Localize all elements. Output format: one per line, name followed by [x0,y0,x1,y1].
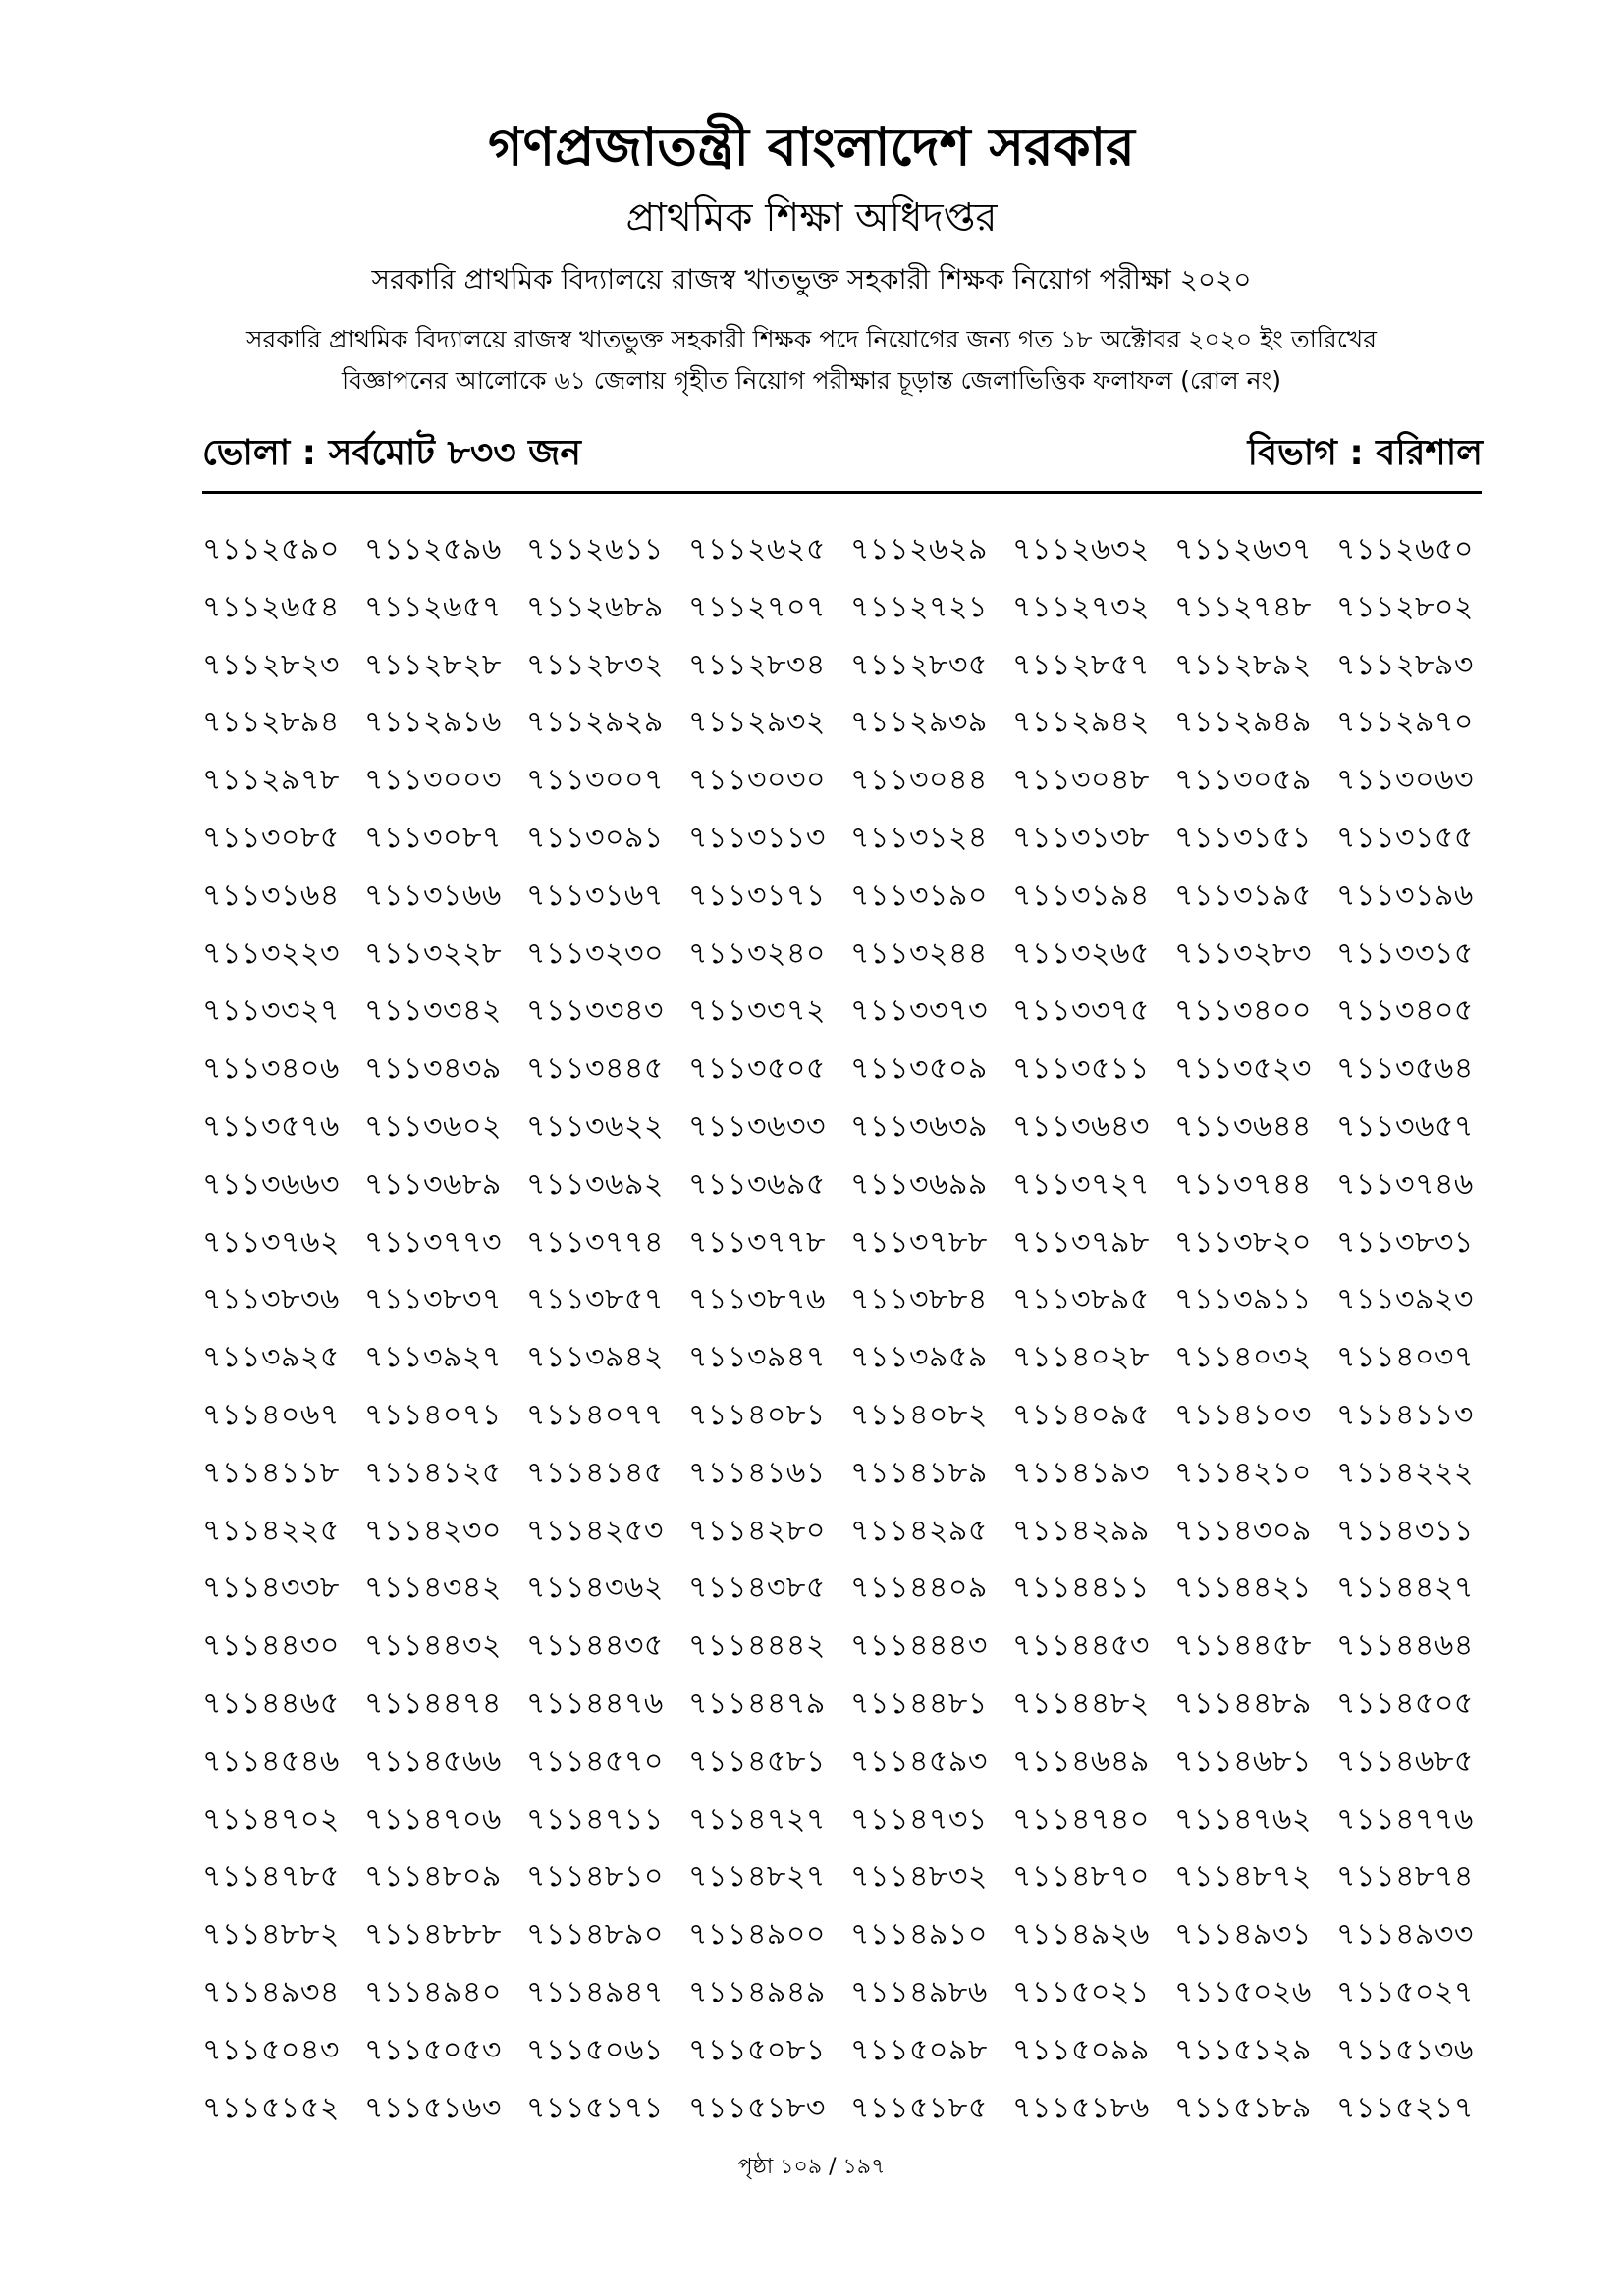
roll-number: ৭১১২৯৪৯ [1174,705,1312,740]
roll-number: ৭১১৩৯৫৯ [850,1340,988,1375]
roll-number: ৭১১৩১৬৭ [526,878,664,913]
roll-number: ৭১১৪৪৫৮ [1174,1629,1312,1664]
roll-number: ৭১১৩৫০৫ [688,1051,826,1087]
roll-number: ৭১১২৬৮৯ [526,589,664,624]
roll-number: ৭১১৩১২৪ [850,820,988,855]
roll-number: ৭১১৪৩৩৮ [202,1571,340,1606]
roll-number: ৭১১২৯৪২ [1012,705,1150,740]
roll-number: ৭১১৩৩৭২ [688,993,826,1029]
roll-number: ৭১১৪০৯৫ [1012,1397,1150,1432]
roll-number: ৭১১৫০২১ [1012,1974,1150,2009]
roll-number: ৭১১৪৪২১ [1174,1571,1312,1606]
roll-number: ৭১১৫১৮৫ [850,2090,988,2125]
roll-number: ৭১১৪০৭১ [364,1397,502,1432]
district-total: ভোলা : সর্বমোট ৮৩৩ জন [202,433,581,473]
roll-number: ৭১১৩৫০৯ [850,1051,988,1087]
roll-number: ৭১১৩১৫১ [1174,820,1312,855]
roll-number: ৭১১৩৭৭৮ [688,1224,826,1259]
roll-number: ৭১১৪৪৭৯ [688,1685,826,1721]
roll-number: ৭১১২৮৩৪ [688,647,826,682]
roll-number: ৭১১২৯১৬ [364,705,502,740]
roll-number: ৭১১৪৫৬৬ [364,1743,502,1779]
roll-number: ৭১১৩২৪৪ [850,935,988,971]
roll-number: ৭১১৩৪৩৯ [364,1051,502,1087]
roll-number: ৭১১৩৮৩১ [1336,1224,1474,1259]
roll-number: ৭১১৩০৪৪ [850,763,988,798]
roll-number: ৭১১৩৫১১ [1012,1051,1150,1087]
roll-number: ৭১১৩১৬৪ [202,878,340,913]
roll-number: ৭১১৪৯৩৩ [1336,1917,1474,1952]
roll-number: ৭১১৪৪৬৫ [202,1685,340,1721]
roll-number: ৭১১৩১৬৬ [364,878,502,913]
description [0,319,1623,401]
roll-number: ৭১১৩৬২২ [526,1108,664,1144]
roll-number: ৭১১৪৪৩৫ [526,1629,664,1664]
roll-number: ৭১১৪৯১০ [850,1917,988,1952]
roll-number: ৭১১২৯৩৯ [850,705,988,740]
roll-number: ৭১১২৬১১ [526,532,664,566]
roll-number: ৭১১৩০৮৭ [364,820,502,855]
roll-number: ৭১১৩৪০৫ [1336,993,1474,1029]
roll-number: ৭১১৩৩৪৩ [526,993,664,1029]
roll-number: ৭১১৩৮২০ [1174,1224,1312,1259]
roll-number: ৭১১৩২২৮ [364,935,502,971]
roll-number: ৭১১৪৭৬২ [1174,1801,1312,1837]
roll-number: ৭১১৫১৮৯ [1174,2090,1312,2125]
roll-number: ৭১১৪০৩৭ [1336,1340,1474,1375]
roll-number: ৭১১৩৩৭৩ [850,993,988,1029]
roll-number: ৭১১৫০৯৮ [850,2032,988,2067]
roll-number: ৭১১৪৪৫৩ [1012,1629,1150,1664]
roll-number: ৭১১৩৬৫৭ [1336,1108,1474,1144]
roll-number: ৭১১৪৪৮১ [850,1685,988,1721]
roll-number: ৭১১২৯৭০ [1336,705,1474,740]
roll-number: ৭১১৩১৯৬ [1336,878,1474,913]
roll-number: ৭১১৪০৬৭ [202,1397,340,1432]
roll-number: ৭১১৫০২৭ [1336,1974,1474,2009]
roll-number: ৭১১৩৯১১ [1174,1282,1312,1317]
roll-number: ৭১১২৮২৮ [364,647,502,682]
roll-number: ৭১১৪৮২৭ [688,1859,826,1895]
roll-number: ৭১১৪২২৫ [202,1513,340,1548]
roll-number: ৭১১৪৭৮৫ [202,1859,340,1895]
roll-number: ৭১১৩৬০২ [364,1108,502,1144]
roll-number: ৭১১৩৬৬৩ [202,1166,340,1201]
roll-number: ৭১১৪২২২ [1336,1455,1474,1490]
roll-number: ৭১১৪০৩২ [1174,1340,1312,1375]
roll-number: ৭১১৩৯২৫ [202,1340,340,1375]
roll-number: ৭১১৪০৮১ [688,1397,826,1432]
roll-number: ৭১১৪৮৯০ [526,1917,664,1952]
roll-number: ৭১১৪৪০৯ [850,1571,988,1606]
division-label: বিভাগ : বরিশাল [1247,433,1483,473]
roll-number: ৭১১৩২৩০ [526,935,664,971]
roll-number: ৭১১৩১১৩ [688,820,826,855]
roll-number: ৭১১৪৮৮২ [202,1917,340,1952]
roll-number: ৭১১৩২৮৩ [1174,935,1312,971]
roll-number: ৭১১৪৭০২ [202,1801,340,1837]
roll-number: ৭১১৪৮৭০ [1012,1859,1150,1895]
roll-number: ৭১১৩০৯১ [526,820,664,855]
roll-number: ৭১১৩২২৩ [202,935,340,971]
roll-number: ৭১১২৮৩২ [526,647,664,682]
roll-number: ৭১১৪৭১১ [526,1801,664,1837]
roll-number: ৭১১২৬৩২ [1012,532,1150,566]
roll-number: ৭১১৪৭৩১ [850,1801,988,1837]
page-number: পৃষ্ঠা ১০৯ / ১৯৭ [737,2155,886,2179]
page-title: গণপ্রজাতন্ত্রী বাংলাদেশ সরকার [488,116,1135,178]
roll-number: ৭১১২৮৯২ [1174,647,1312,682]
roll-number: ৭১১৩৯৪৭ [688,1340,826,1375]
roll-number: ৭১১৩২৪০ [688,935,826,971]
roll-number: ৭১১৪৩৮৫ [688,1571,826,1606]
roll-number: ৭১১২৭২১ [850,589,988,624]
roll-number: ৭১১৪৫৪৬ [202,1743,340,1779]
roll-number: ৭১১৩৫৬৪ [1336,1051,1474,1087]
roll-number: ৭১১৩৭৯৮ [1012,1224,1150,1259]
roll-number: ৭১১৪৯২৬ [1012,1917,1150,1952]
roll-number: ৭১১৩৮৯৫ [1012,1282,1150,1317]
roll-number: ৭১১৩৬৪৩ [1012,1108,1150,1144]
roll-number: ৭১১৪৯৩১ [1174,1917,1312,1952]
roll-number: ৭১১৩৬৪৪ [1174,1108,1312,1144]
roll-number: ৭১১৫১৭১ [526,2090,664,2125]
roll-number: ৭১১৪৭০৬ [364,1801,502,1837]
roll-number: ৭১১৪১১৮ [202,1455,340,1490]
roll-number: ৭১১৪৮৭২ [1174,1859,1312,1895]
roll-number: ৭১১৪৪২৭ [1336,1571,1474,1606]
roll-number: ৭১১৪২৮০ [688,1513,826,1548]
roll-number: ৭১১৩৬৯২ [526,1166,664,1201]
roll-number: ৭১১২৫৯০ [202,532,340,566]
roll-number: ৭১১৪০৮২ [850,1397,988,1432]
roll-number: ৭১১৩৯৪২ [526,1340,664,1375]
exam-name: সরকারি প্রাথমিক বিদ্যালয়ে রাজস্ব খাতভুক্ত সহকারী শিক্ষক নিয়োগ পরীক্ষা ২০২০ [371,263,1252,295]
roll-number: ৭১১৫১৮৩ [688,2090,826,2125]
roll-number: ৭১১৪৪৪২ [688,1629,826,1664]
roll-number: ৭১১৩০৫৯ [1174,763,1312,798]
roll-number: ৭১১৩১৯৫ [1174,878,1312,913]
roll-number: ৭১১২৭০৭ [688,589,826,624]
roll-number: ৭১১৫০৪৩ [202,2032,340,2067]
roll-number: ৭১১৫০৮১ [688,2032,826,2067]
roll-number: ৭১১৪৫৯৩ [850,1743,988,1779]
roll-number: ৭১১৩৭২৭ [1012,1166,1150,1201]
roll-number: ৭১১৩৫৭৬ [202,1108,340,1144]
roll-number: ৭১১৪৭৪০ [1012,1801,1150,1837]
roll-number: ৭১১৩৭৪৬ [1336,1166,1474,1201]
roll-number: ৭১১২৬২৫ [688,532,826,566]
roll-number: ৭১১৪৫৮১ [688,1743,826,1779]
roll-number: ৭১১৩৩৭৫ [1012,993,1150,1029]
roll-number: ৭১১৩৭৬২ [202,1224,340,1259]
roll-number: ৭১১৪০৭৭ [526,1397,664,1432]
roll-number: ৭১১৪৯৩৪ [202,1974,340,2009]
roll-number: ৭১১৩৩৪২ [364,993,502,1029]
roll-number: ৭১১৫২১৭ [1336,2090,1474,2125]
roll-number: ৭১১৩৭৮৮ [850,1224,988,1259]
roll-number: ৭১১২৭৪৮ [1174,589,1312,624]
roll-number: ৭১১৩৪০৬ [202,1051,340,1087]
roll-number: ৭১১৫০৯৯ [1012,2032,1150,2067]
roll-number: ৭১১৪১৪৫ [526,1455,664,1490]
roll-number: ৭১১৩৭৭৩ [364,1224,502,1259]
roll-number: ৭১১২৮২৩ [202,647,340,682]
roll-number: ৭১১৩০০৩ [364,763,502,798]
roll-number: ৭১১৪৮১০ [526,1859,664,1895]
roll-number: ৭১১৪৯৪৭ [526,1974,664,2009]
roll-number: ৭১১৩১৯৪ [1012,878,1150,913]
roll-number: ৭১১৩৯২৩ [1336,1282,1474,1317]
roll-number: ৭১১২৫৯৬ [364,532,502,566]
roll-number: ৭১১৪৪৪৩ [850,1629,988,1664]
roll-number: ৭১১৪৯৪৯ [688,1974,826,2009]
roll-number: ৭১১৪৩০৯ [1174,1513,1312,1548]
roll-number: ৭১১৩৮৩৬ [202,1282,340,1317]
roll-number: ৭১১৪৩১১ [1336,1513,1474,1548]
roll-number: ৭১১৪৩৬২ [526,1571,664,1606]
description-line: সরকারি প্রাথমিক বিদ্যালয়ে রাজস্ব খাতভুক্ত সহকারী শিক্ষক পদে নিয়োগের জন্য গত ১৮ অক্টোবর ২০২০ ইং তারিখের [246,325,1377,353]
roll-number: ৭১১৩০৮৫ [202,820,340,855]
roll-number: ৭১১২৬২৯ [850,532,988,566]
roll-number: ৭১১৪১৮৯ [850,1455,988,1490]
roll-number: ৭১১৪৯৮৬ [850,1974,988,2009]
roll-number: ৭১১৩৬৩৯ [850,1108,988,1144]
roll-number: ৭১১৫১৬৩ [364,2090,502,2125]
roll-number: ৭১১৪১০৩ [1174,1397,1312,1432]
roll-number: ৭১১৪৪৭৪ [364,1685,502,1721]
roll-number: ৭১১২৯২৯ [526,705,664,740]
roll-number: ৭১১৪২৩০ [364,1513,502,1548]
roll-number: ৭১১৪১১৩ [1336,1397,1474,1432]
roll-number: ৭১১৪১২৫ [364,1455,502,1490]
roll-number: ৭১১৪৪৩২ [364,1629,502,1664]
roll-number: ৭১১৩৮৮৪ [850,1282,988,1317]
roll-number: ৭১১৪২৯৫ [850,1513,988,1548]
roll-number: ৭১১২৮৯৪ [202,705,340,740]
roll-number: ৭১১৪৮৭৪ [1336,1859,1474,1895]
roll-number: ৭১১৩১৫৫ [1336,820,1474,855]
roll-number: ৭১১৩১৯০ [850,878,988,913]
roll-number: ৭১১৩৭৭৪ [526,1224,664,1259]
roll-number: ৭১১৪৪৭৬ [526,1685,664,1721]
roll-number: ৭১১৩০৪৮ [1012,763,1150,798]
roll-number: ৭১১৪৬৮১ [1174,1743,1312,1779]
roll-number: ৭১১৫০৫৩ [364,2032,502,2067]
roll-number: ৭১১৩৯২৭ [364,1340,502,1375]
roll-number: ৭১১৩৬৩৩ [688,1108,826,1144]
roll-number: ৭১১৪৫৭০ [526,1743,664,1779]
roll-number: ৭১১৪৪৩০ [202,1629,340,1664]
roll-number: ৭১১২৬৩৭ [1174,532,1312,566]
roll-number: ৭১১৫০৬১ [526,2032,664,2067]
roll-number: ৭১১৩০০৭ [526,763,664,798]
roll-number: ৭১১৪৪৬৪ [1336,1629,1474,1664]
roll-number: ৭১১৩৪৪৫ [526,1051,664,1087]
roll-number: ৭১১২৮৫৭ [1012,647,1150,682]
roll-number: ৭১১৪৩৪২ [364,1571,502,1606]
roll-number: ৭১১২৮৩৫ [850,647,988,682]
roll-number: ৭১১৫০২৬ [1174,1974,1312,2009]
page-subtitle: প্রাথমিক শিক্ষা অধিদপ্তর [625,195,998,240]
roll-number: ৭১১৩১৩৮ [1012,820,1150,855]
roll-number: ৭১১৪৮০৯ [364,1859,502,1895]
roll-number: ৭১১৪১৬১ [688,1455,826,1490]
roll-number: ৭১১৪৪১১ [1012,1571,1150,1606]
roll-number: ৭১১৪৭২৭ [688,1801,826,1837]
roll-number: ৭১১৪৮৩২ [850,1859,988,1895]
roll-number: ৭১১২৮৯৩ [1336,647,1474,682]
roll-number: ৭১১৪৯০০ [688,1917,826,1952]
roll-number: ৭১১৫১৩৬ [1336,2032,1474,2067]
roll-number: ৭১১৩৭৪৪ [1174,1166,1312,1201]
roll-number: ৭১১৩৪০০ [1174,993,1312,1029]
roll-number: ৭১১৪৪৮২ [1012,1685,1150,1721]
header-divider [202,491,1482,494]
roll-number: ৭১১৪১৯৩ [1012,1455,1150,1490]
roll-number: ৭১১৩৮৩৭ [364,1282,502,1317]
roll-number: ৭১১২৯৭৮ [202,763,340,798]
roll-number: ৭১১৪৬৪৯ [1012,1743,1150,1779]
roll-number: ৭১১২৬৫৭ [364,589,502,624]
roll-number: ৭১১৪০২৮ [1012,1340,1150,1375]
roll-number: ৭১১৩৩২৭ [202,993,340,1029]
roll-number: ৭১১৪৯৪০ [364,1974,502,2009]
roll-number: ৭১১২৭৩২ [1012,589,1150,624]
roll-number: ৭১১৫১৮৬ [1012,2090,1150,2125]
roll-number: ৭১১২৯৩২ [688,705,826,740]
roll-number: ৭১১৩২৬৫ [1012,935,1150,971]
roll-number: ৭১১৫১২৯ [1174,2032,1312,2067]
roll-number: ৭১১৫১৫২ [202,2090,340,2125]
roll-number: ৭১১৩৬৯৯ [850,1166,988,1201]
roll-number: ৭১১৪৭৭৬ [1336,1801,1474,1837]
roll-number-grid [202,530,1498,2146]
roll-number: ৭১১৪৬৮৫ [1336,1743,1474,1779]
roll-number: ৭১১৩৬৯৫ [688,1166,826,1201]
roll-number: ৭১১৩৬৮৯ [364,1166,502,1201]
roll-number: ৭১১৪২১০ [1174,1455,1312,1490]
roll-number: ৭১১২৬৫০ [1336,532,1474,566]
roll-number: ৭১১৩৮৫৭ [526,1282,664,1317]
roll-number: ৭১১৪৫০৫ [1336,1685,1474,1721]
roll-number: ৭১১৩৮৭৬ [688,1282,826,1317]
roll-number: ৭১১৩৫২৩ [1174,1051,1312,1087]
description-line: বিজ্ঞাপনের আলোকে ৬১ জেলায় গৃহীত নিয়োগ পরীক্ষার চূড়ান্ত জেলাভিত্তিক ফলাফল (রোল নং) [341,366,1282,395]
roll-number: ৭১১৪৮৮৮ [364,1917,502,1952]
roll-number: ৭১১২৬৫৪ [202,589,340,624]
roll-number: ৭১১৩৩১৫ [1336,935,1474,971]
roll-number: ৭১১৩১৭১ [688,878,826,913]
roll-number: ৭১১৩০৬৩ [1336,763,1474,798]
roll-number: ৭১১৪৪৮৯ [1174,1685,1312,1721]
roll-number: ৭১১৪২৫৩ [526,1513,664,1548]
roll-number: ৭১১২৮০২ [1336,589,1474,624]
roll-number: ৭১১৪২৯৯ [1012,1513,1150,1548]
roll-number: ৭১১৩০৩০ [688,763,826,798]
